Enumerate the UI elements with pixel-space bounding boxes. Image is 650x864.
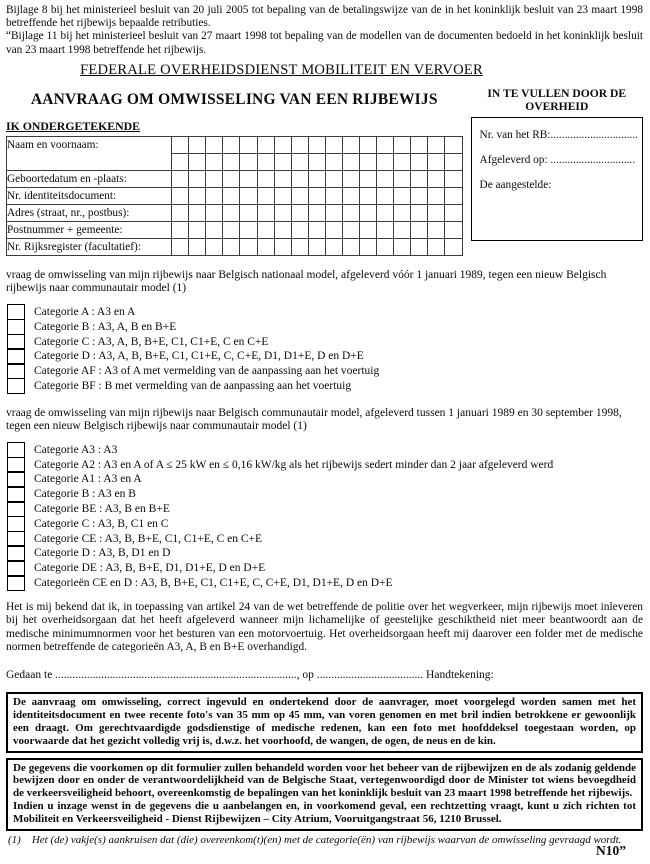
character-box (325, 136, 342, 153)
character-box (411, 187, 428, 204)
character-box (240, 153, 257, 170)
character-box (411, 221, 428, 238)
character-box (359, 204, 376, 221)
category-option-label: Categorie BE : A3, B en B+E (34, 503, 170, 516)
category-checkbox[interactable] (7, 378, 25, 393)
photo-requirements-text: De aanvraag om omwisseling, correct ingevuld en ondertekend door de aanvrager, moet voorgelegd worden samen met het identiteitsdocument en twee recente foto's van 35 mm op 45 mm, van voren genomen en met bril indien betrokkene er gewoonlijk een draagt. Om gerechtvaardigde godsdienstige of medische redenen, kan een foto met hoofddeksel toegestaan worden, op voorwaarde dat het gezicht volledig vrij is, d.w.z. het voorhoofd, de wangen, de ogen, de neus en de kin. (13, 696, 636, 747)
character-box (359, 136, 376, 153)
character-box (189, 221, 206, 238)
category-option-label: Categorie D : A3, B, D1 en D (34, 547, 171, 560)
field-label: Postnummer + gemeente: (7, 221, 172, 238)
footnote-text: Het (de) vakje(s) aankruisen dat (die) overeenkom(t)(en) met de categorie(ën) van rijbewijs waarvan de omwisseling gevraagd wordt. (31, 833, 622, 846)
character-box (325, 238, 342, 255)
field-label: Geboortedatum en -plaats: (7, 170, 172, 187)
category-option (6, 561, 643, 576)
character-box (223, 238, 240, 255)
signature-line: Gedaan te ...................................................................................., op ..................................... Handtekening: (6, 669, 494, 682)
character-box (342, 204, 359, 221)
character-box (274, 221, 291, 238)
annex-note-1: Bijlage 8 bij het ministerieel besluit van 20 juli 2005 tot bepaling van de betalingswijze van de in het koninklijk besluit van 23 maart 1998 betreffende het rijbewijs bepaalde retributies. (6, 4, 643, 30)
character-box (257, 153, 274, 170)
character-box (206, 221, 223, 238)
category-option-label: Categorieën CE en D : A3, B, B+E, C1, C1+E, C, C+E, D1, D1+E, D en D+E (34, 577, 393, 590)
category-checkbox[interactable] (7, 472, 25, 487)
category-checkbox[interactable] (7, 457, 25, 472)
character-box (376, 187, 393, 204)
character-box (308, 204, 325, 221)
character-box (291, 170, 308, 187)
field-label: Nr. Rijksregister (facultatief): (7, 238, 172, 255)
character-box (189, 204, 206, 221)
national-category-options (6, 305, 643, 394)
character-box (189, 136, 206, 153)
declaration-text: Het is mij bekend dat ik, in toepassing van artikel 24 van de wet betreffende de politie over het wegverkeer, mijn rijbewijs moet inleveren bij het overheidsorgaan dat het heeft afgeleverd wanneer mijn lichamelijke of geestelijke geschiktheid niet meer beantwoordt aan de medische minimumnormen voor het besturen van een motorvoertuig. Het overheidsorgaan heeft mij daarover een folder met de medische normen betreffende de categorieën A3, A, B en B+E overhandigd. (6, 600, 643, 653)
annex-note-2: “Bijlage 11 bij het ministerieel besluit van 27 maart 1998 tot bepaling van de modellen van de documenten bedoeld in het koninklijk besluit van 23 maart 1998 betreffende het rijbewijs. (6, 30, 643, 56)
character-box (359, 170, 376, 187)
character-box (325, 221, 342, 238)
category-option (6, 576, 643, 591)
applicant-character-grid-table (6, 136, 463, 256)
character-box (325, 170, 342, 187)
character-box (342, 238, 359, 255)
character-box (240, 221, 257, 238)
form-title: AANVRAAG OM OMWISSELING VAN EEN RIJBEWIJS (30, 90, 438, 108)
character-box (411, 204, 428, 221)
character-box (274, 136, 291, 153)
character-box (359, 153, 376, 170)
applicant-table-row (7, 238, 463, 255)
category-checkbox[interactable] (7, 516, 25, 531)
character-box (240, 170, 257, 187)
character-box (342, 187, 359, 204)
character-box (308, 238, 325, 255)
character-box (257, 204, 274, 221)
character-box (445, 136, 462, 153)
field-label: Naam en voornaam: (7, 136, 172, 170)
character-box (428, 136, 445, 153)
category-option (6, 502, 643, 517)
character-box (240, 136, 257, 153)
footnote (8, 834, 643, 846)
character-box (274, 153, 291, 170)
character-box (428, 170, 445, 187)
character-box (325, 204, 342, 221)
character-box (172, 170, 189, 187)
character-box (206, 204, 223, 221)
field-label: Adres (straat, nr., postbus): (7, 204, 172, 221)
character-box (359, 238, 376, 255)
applicant-table-row (7, 221, 463, 238)
category-option-label: Categorie A1 : A3 en A (34, 473, 142, 486)
category-option-label: Categorie A2 : A3 en A of A ≤ 25 kW en ≤ 0,16 kW/kg als het rijbewijs sedert minder dan 2 jaar afgeleverd werd (34, 458, 554, 471)
category-option-label: Categorie C : A3, B, C1 en C (34, 517, 169, 530)
category-checkbox[interactable] (7, 319, 25, 334)
character-box (376, 136, 393, 153)
privacy-notice-box (6, 758, 643, 831)
character-box (172, 238, 189, 255)
character-box (257, 221, 274, 238)
category-option (6, 458, 643, 473)
applicant-section-heading: IK ONDERGETEKENDE (6, 118, 141, 133)
character-box (206, 136, 223, 153)
character-box (428, 187, 445, 204)
category-option (6, 349, 643, 364)
character-box (411, 170, 428, 187)
character-box (342, 153, 359, 170)
character-box (376, 238, 393, 255)
character-box (376, 170, 393, 187)
character-box (342, 136, 359, 153)
category-checkbox[interactable] (7, 576, 25, 591)
category-checkbox[interactable] (7, 561, 25, 576)
applicant-table-row (7, 187, 463, 204)
character-box (274, 204, 291, 221)
character-box (274, 187, 291, 204)
character-box (240, 187, 257, 204)
character-box (189, 187, 206, 204)
character-box (359, 221, 376, 238)
category-option-label: Categorie B : A3, A, B en B+E (34, 320, 177, 333)
character-box (359, 187, 376, 204)
category-checkbox[interactable] (7, 546, 25, 561)
photo-requirements-notice-box (6, 692, 643, 752)
character-box (257, 170, 274, 187)
category-option (6, 305, 643, 320)
rb-number-field: Nr. van het RB:............................... (479, 129, 638, 142)
character-box (240, 204, 257, 221)
character-box (411, 153, 428, 170)
category-option-label: Categorie CE : A3, B, B+E, C1, C1+E, C en C+E (34, 532, 263, 545)
character-box (308, 136, 325, 153)
character-box (394, 170, 411, 187)
official-use-box (471, 117, 643, 241)
character-box (172, 136, 189, 153)
character-box (223, 187, 240, 204)
clerk-field: De aangestelde: (479, 179, 552, 192)
character-box (308, 221, 325, 238)
character-box (291, 238, 308, 255)
category-checkbox[interactable] (7, 442, 25, 457)
category-option-label: Categorie DE : A3, B, B+E, D1, D1+E, D en D+E (34, 562, 266, 575)
character-box (274, 238, 291, 255)
character-box (428, 238, 445, 255)
category-option (6, 379, 643, 394)
category-checkbox[interactable] (7, 531, 25, 546)
category-option-label: Categorie C : A3, A, B, B+E, C1, C1+E, C en C+E (34, 335, 269, 348)
character-box (257, 187, 274, 204)
character-box (394, 221, 411, 238)
page-code: N10” (596, 843, 626, 858)
character-box (291, 204, 308, 221)
character-box (376, 153, 393, 170)
category-option-label: Categorie AF : A3 of A met vermelding van de aanpassing aan het voertuig (34, 365, 380, 378)
character-box (376, 204, 393, 221)
character-box (172, 204, 189, 221)
character-box (189, 170, 206, 187)
character-box (257, 136, 274, 153)
character-box (172, 221, 189, 238)
character-box (308, 187, 325, 204)
category-option (6, 517, 643, 532)
request-community-intro: vraag de omwisseling van mijn rijbewijs naar Belgisch communautair model, afgeleverd tussen 1 januari 1989 en 30 september 1998, tegen een nieuw Belgisch rijbewijs naar communautair model (1) (6, 406, 622, 433)
category-option-label: Categorie B : A3 en B (34, 488, 136, 501)
character-box (411, 238, 428, 255)
character-box (223, 204, 240, 221)
character-box (445, 238, 462, 255)
character-box (394, 187, 411, 204)
category-option (6, 546, 643, 561)
character-box (257, 238, 274, 255)
character-box (240, 238, 257, 255)
category-checkbox[interactable] (7, 304, 25, 319)
character-box (206, 170, 223, 187)
character-box (291, 136, 308, 153)
applicant-table-row (7, 170, 463, 187)
community-category-options (6, 443, 643, 591)
category-option-label: Categorie A : A3 en A (34, 305, 136, 318)
category-checkbox[interactable] (7, 334, 25, 349)
character-box (206, 153, 223, 170)
character-box (445, 187, 462, 204)
character-box (394, 136, 411, 153)
applicant-table-row (7, 136, 463, 153)
character-box (445, 204, 462, 221)
annex-notes (6, 4, 643, 57)
category-option-label: Categorie D : A3, A, B, B+E, C1, C1+E, C, C+E, D1, D1+E, D en D+E (34, 350, 364, 363)
character-box (445, 221, 462, 238)
character-box (445, 170, 462, 187)
category-option-label: Categorie A3 : A3 (34, 443, 118, 456)
character-box (325, 153, 342, 170)
character-box (342, 221, 359, 238)
request-national-intro: vraag de omwisseling van mijn rijbewijs naar Belgisch nationaal model, afgeleverd vóór 1 januari 1989, tegen een nieuw Belgisch rijbewijs naar communautair model (1) (6, 268, 607, 295)
character-box (172, 153, 189, 170)
character-box (291, 187, 308, 204)
category-checkbox[interactable] (7, 502, 25, 517)
character-box (445, 153, 462, 170)
character-box (291, 153, 308, 170)
character-box (308, 170, 325, 187)
category-option-label: Categorie BF : B met vermelding van de aanpassing aan het voertuig (34, 379, 352, 392)
character-box (376, 221, 393, 238)
privacy-text-2: Indien u inzage wenst in de gegevens die u aanbelangen en, in voorkomend geval, een rechtzetting vraagt, kunt u zich richten tot Mobiliteit en Verkeersveiligheid - Dienst Rijbewijzen – City Atrium, Vooruitgangstraat 56, 1210 Brussel. (13, 800, 636, 826)
character-box (189, 238, 206, 255)
footnote-marker: (1) (8, 833, 21, 846)
character-box (206, 187, 223, 204)
department-title: FEDERALE OVERHEIDSDIENST MOBILITEIT EN VERVOER (80, 61, 483, 78)
character-box (342, 170, 359, 187)
category-option (6, 532, 643, 547)
character-box (428, 204, 445, 221)
category-checkbox[interactable] (7, 349, 25, 364)
character-box (206, 238, 223, 255)
category-option (6, 487, 643, 502)
category-option (6, 320, 643, 335)
applicant-table-row (7, 204, 463, 221)
field-label: Nr. identiteitsdocument: (7, 187, 172, 204)
character-box (223, 170, 240, 187)
character-box (223, 136, 240, 153)
character-box (189, 153, 206, 170)
privacy-text-1: De gegevens die voorkomen op dit formulier zullen behandeld worden voor het beheer van de rijbewijzen en de als zodanig geldende bewijzen door en onder de verantwoordelijkheid van de Belgische Staat, vertegenwoordigd door de Minister tot wiens bevoegdheid de verkeersveiligheid behoort, overeenkomstig de bepalingen van het koninklijk besluit van 23 maart 1998 betreffende het rijbewijs. (13, 761, 636, 800)
issued-on-field: Afgeleverd op: .............................. (479, 154, 636, 167)
character-box (394, 153, 411, 170)
category-option (6, 335, 643, 350)
character-box (394, 238, 411, 255)
category-option (6, 443, 643, 458)
category-option (6, 472, 643, 487)
character-box (411, 136, 428, 153)
character-box (394, 204, 411, 221)
category-checkbox[interactable] (7, 487, 25, 502)
character-box (274, 170, 291, 187)
character-box (308, 153, 325, 170)
character-box (223, 153, 240, 170)
category-checkbox[interactable] (7, 364, 25, 379)
character-box (325, 187, 342, 204)
character-box (428, 221, 445, 238)
character-box (172, 187, 189, 204)
category-option (6, 364, 643, 379)
character-box (291, 221, 308, 238)
character-box (428, 153, 445, 170)
official-box-heading: IN TE VULLEN DOOR DE OVERHEID (487, 86, 627, 114)
character-box (223, 221, 240, 238)
